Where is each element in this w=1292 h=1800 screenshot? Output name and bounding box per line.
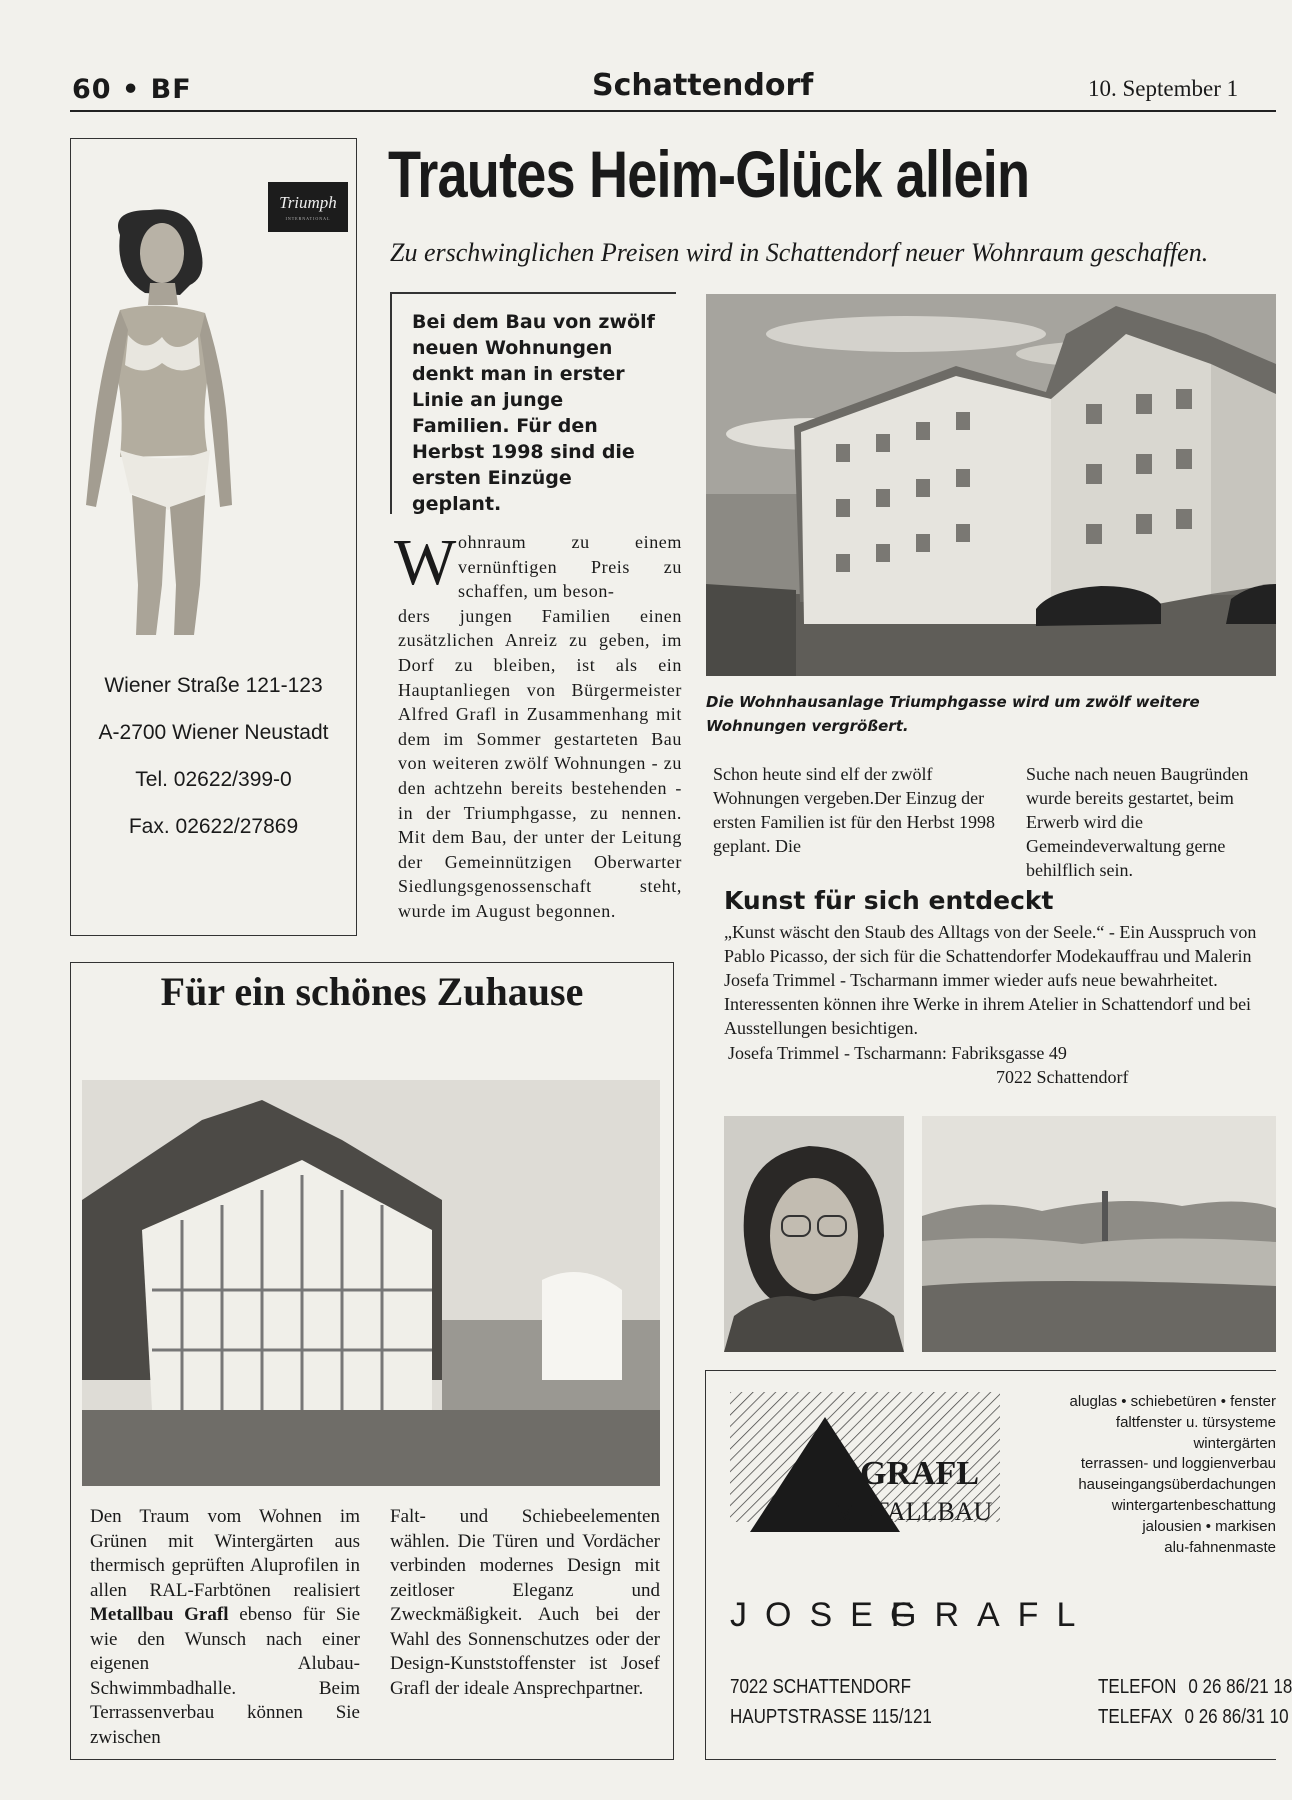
portrait-photo xyxy=(724,1116,904,1352)
service-item: wintergärten xyxy=(1193,1434,1276,1452)
grafl-street: HAUPTSTRASSE 115/121 xyxy=(730,1706,932,1728)
header-rule xyxy=(70,110,1276,112)
section-title: Schattendorf xyxy=(592,68,814,103)
article-body xyxy=(398,530,682,924)
zuhause-title: Für ein schönes Zuhause xyxy=(160,969,584,1014)
grafl-logo xyxy=(730,1392,1000,1552)
dropcap: W xyxy=(394,526,457,599)
service-item: terrassen- und loggienverbau xyxy=(1080,1455,1276,1473)
article-headline: Trautes Heim-Glück allein xyxy=(388,137,1030,211)
lead-rule xyxy=(390,292,676,294)
article-body-rest: ders jungen Familien einen zusätzlichen Anreiz zu geben, im Dorf zu bleiben, ist als ein Hauptanliegen von Bürgermeister Alfred Grafl in Zusammenhang mit dem im Sommer gestarteten Bau von weiteren zwölf Wohnungen - zu den achtzehn bereits bestehenden - in der Triumphgasse, zu nennen. Mit dem Bau, der unter der Leitung der Gemeinnützigen Oberwarter Siedlungsgenossenschaft steht, wurde im August begonnen. xyxy=(398,605,682,921)
triumph-address-city: A-2700 Wiener Neustadt xyxy=(98,721,329,744)
article-body-first: ohnraum zu einem vernünftigen Preis zu schaffen, um beson- xyxy=(458,532,682,602)
zuhause-col1 xyxy=(90,1505,360,1750)
triumph-fax: Fax. 02622/27869 xyxy=(128,815,299,838)
tel-label: TELEFON xyxy=(1098,1676,1177,1698)
triumph-tel: Tel. 02622/399-0 xyxy=(135,768,292,791)
grafl-contact xyxy=(1098,1672,1292,1732)
apartment-photo xyxy=(706,294,1276,676)
fax-value: 0 26 86/31 10 xyxy=(1184,1706,1289,1728)
kunst-heading: Kunst für sich entdeckt xyxy=(724,886,1054,915)
triumph-logo-text: Triumph xyxy=(279,193,337,212)
article-col-b: Suche nach neuen Baugründen wurde bereits gestartet, beim Erwerb wird die Gemeindeverwaltung gerne behilflich sein. xyxy=(1026,764,1249,880)
page-number: 60 • BF xyxy=(72,74,192,105)
tel-value: 0 26 86/21 18 xyxy=(1188,1676,1292,1698)
painting-photo xyxy=(922,1116,1276,1352)
kunst-city: 7022 Schattendorf xyxy=(996,1067,1129,1087)
service-item: alu-fahnenmaste xyxy=(1164,1538,1276,1556)
grafl-phone xyxy=(1098,1672,1292,1702)
grafl-address xyxy=(730,1672,932,1732)
zuhause-col2: Falt- und Schiebeelementen wählen. Die Türen und Vordächer verbinden modernes Design mit zeitloser Eleganz und Zweckmäßigkeit. Auch bei der Wahl des Sonnenschutzes oder der Design-Kunststoffenster ist Josef Grafl der ideale Ansprechpartner. xyxy=(390,1506,660,1699)
grafl-logo-bottom: METALLBAU xyxy=(834,1497,993,1526)
service-item: jalousien • markisen xyxy=(1142,1517,1276,1535)
grafl-first-name: JOSEF xyxy=(730,1596,930,1634)
triumph-logo xyxy=(268,182,348,232)
grafl-fax xyxy=(1098,1702,1292,1732)
service-item: aluglas • schiebetüren • fenster xyxy=(1069,1393,1276,1410)
wintergarden-photo xyxy=(82,1080,660,1486)
grafl-last-name: GRAFL xyxy=(890,1596,1094,1634)
kunst-text: „Kunst wäscht den Staub des Alltags von der Seele.“ - Ein Ausspruch von Pablo Picasso, der sich für die Schattendorfer Modekauffrau und Malerin Josefa Trimmel - Tscharmann immer wieder aufs neue bewahrheitet. Interessenten können ihre Werke in ihrem Atelier in Schattendorf und bei Ausstellungen besichtigen. xyxy=(724,922,1257,1038)
issue-date: 10. September 1 xyxy=(1088,76,1239,101)
grafl-city: 7022 SCHATTENDORF xyxy=(730,1676,912,1698)
lead-rule-side xyxy=(390,292,392,514)
zuhause-col1-b: ebenso für Sie wie den Wunsch nach einer eigenen Alubau-Schwimmbadhalle. Beim Terrassenverbau können Sie zwischen xyxy=(90,1604,360,1748)
grafl-services xyxy=(1030,1392,1276,1558)
article-col-a: Schon heute sind elf der zwölf Wohnungen vergeben.Der Einzug der ersten Familien ist für den Herbst 1998 geplant. Die xyxy=(713,764,995,856)
service-item: faltfenster u. türsysteme xyxy=(1115,1413,1276,1431)
triumph-logo-sub: INTERNATIONAL xyxy=(285,216,331,221)
zuhause-col1-a: Den Traum vom Wohnen im Grünen mit Wintergärten aus thermisch geprüften Aluprofilen in allen RAL-Farbtönen realisiert xyxy=(90,1506,360,1601)
triumph-address-street: Wiener Straße 121-123 xyxy=(104,674,323,697)
fax-label: TELEFAX xyxy=(1098,1706,1173,1728)
kunst-address: Josefa Trimmel - Tscharmann: Fabriksgasse 49 xyxy=(728,1043,1067,1063)
service-item: hauseingangsüberdachungen xyxy=(1078,1476,1276,1494)
zuhause-col1-bold: Metallbau Grafl xyxy=(90,1604,229,1625)
model-photo xyxy=(80,205,270,635)
photo-caption: Die Wohnhausanlage Triumphgasse wird um zwölf weitere Wohnungen vergrößert. xyxy=(706,693,1200,735)
service-item: wintergartenbeschattung xyxy=(1111,1496,1276,1514)
article-subheadline: Zu erschwinglichen Preisen wird in Schattendorf neuer Wohnraum geschaffen. xyxy=(390,238,1209,267)
article-lead: Bei dem Bau von zwölf neuen Wohnungen denkt man in erster Linie an junge Familien. Für den Herbst 1998 sind die ersten Einzüge geplant. xyxy=(412,311,655,515)
grafl-logo-top: GRAFL xyxy=(860,1455,979,1492)
